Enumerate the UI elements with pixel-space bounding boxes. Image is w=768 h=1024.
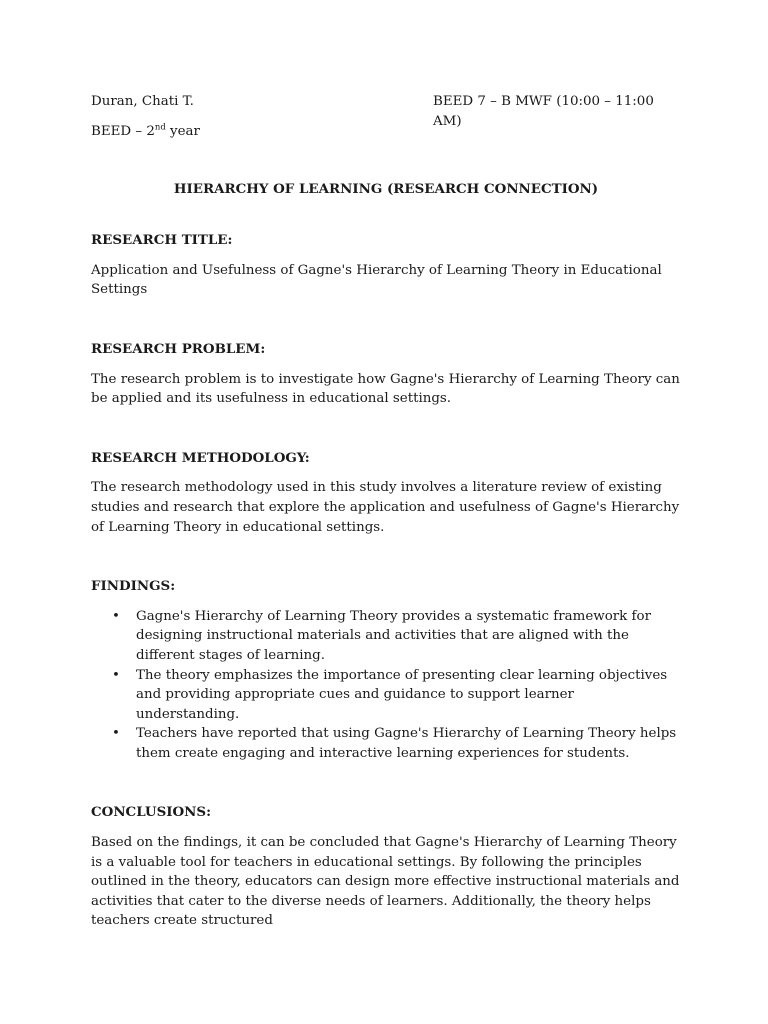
bullet-icon: • <box>112 726 120 742</box>
finding-text: Teachers have reported that using Gagne's Hierarchy of Learning Theory helps them create engaging and interactive learning experiences for students. <box>136 726 677 761</box>
conclusions-heading: CONCLUSIONS: <box>91 804 212 821</box>
finding-text: Gagne's Hierarchy of Learning Theory provides a systematic framework for designing instructional materials and activities that are aligned with the different stages of learning. <box>136 608 651 663</box>
class-section: BEED 7 – B MWF (10:00 – 11:00 AM) <box>433 94 654 129</box>
research-problem-text: The research problem is to investigate how Gagne's Hierarchy of Learning Theory can be applied and its usefulness in educational settings. <box>91 371 680 407</box>
list-item <box>91 724 681 763</box>
finding-text: The theory emphasizes the importance of presenting clear learning objectives and providing appropriate cues and guidance to support learner understanding. <box>136 667 668 722</box>
list-item <box>91 666 681 725</box>
bullet-icon: • <box>112 667 120 683</box>
research-problem-heading: RESEARCH PROBLEM: <box>91 340 266 357</box>
document-body <box>91 92 681 931</box>
research-title-heading: RESEARCH TITLE: <box>91 232 233 249</box>
findings-heading: FINDINGS: <box>91 578 176 595</box>
conclusions-text: Based on the findings, it can be concluded that Gagne's Hierarchy of Learning Theory is a valuable tool for teachers in educational settings. By following the principles outlined in the theory, educators can design more effective instructional materials and activities that cater to the diverse needs of learners. Additionally, the theory helps teachers create structured <box>91 835 680 929</box>
program-suffix: year <box>165 124 200 139</box>
list-item <box>91 607 681 666</box>
program-prefix: BEED – 2 <box>91 124 155 139</box>
program-year <box>91 122 681 142</box>
document-title: HIERARCHY OF LEARNING (RESEARCH CONNECTION) <box>173 180 599 197</box>
ordinal-suffix: nd <box>154 122 166 133</box>
bullet-icon: • <box>112 608 120 624</box>
findings-list <box>91 607 681 764</box>
research-methodology-text: The research methodology used in this study involves a literature review of existing studies and research that explore the application and usefulness of Gagne's Hierarchy of Learning Theory in educational settings. <box>91 480 680 535</box>
student-name: Duran, Chati T. <box>91 94 194 109</box>
research-title-text: Application and Usefulness of Gagne's Hierarchy of Learning Theory in Educational Settings <box>91 262 662 298</box>
research-methodology-heading: RESEARCH METHODOLOGY: <box>91 449 310 466</box>
